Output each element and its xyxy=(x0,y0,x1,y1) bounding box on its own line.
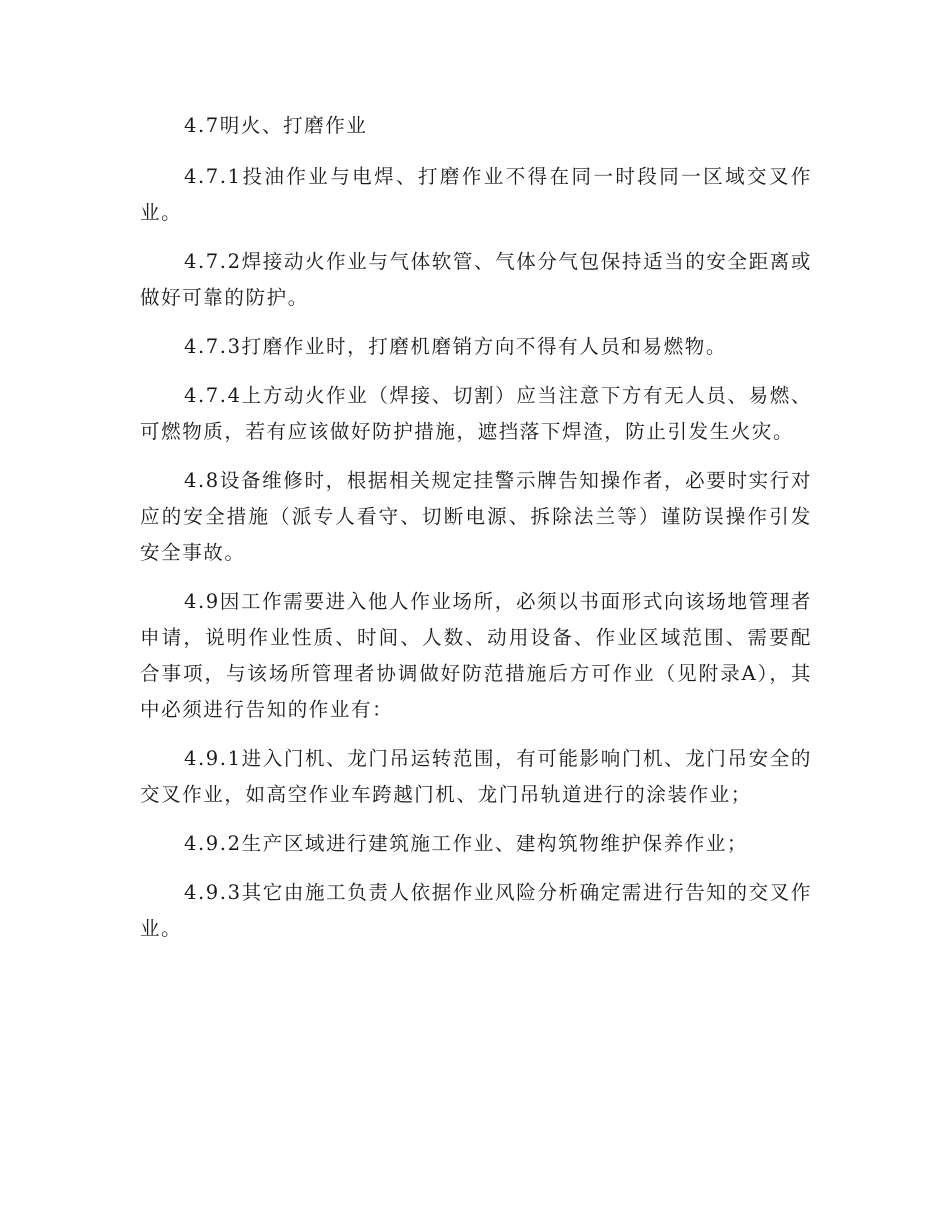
clause-4-9: 4.9因工作需要进入他人作业场所，必须以书面形式向该场地管理者申请，说明作业性质、时间、人数、动用设备、作业区域范围、需要配合事项，与该场所管理者协调做好防范措施后方可作业（见附录A），其中必须进行告知的作业有： xyxy=(140,590,812,721)
clause-4-9-3: 4.9.3其它由施工负责人依据作业风险分析确定需进行告知的交叉作业。 xyxy=(140,881,812,940)
clause-4-7-1: 4.7.1投油作业与电焊、打磨作业不得在同一时段同一区域交叉作业。 xyxy=(140,165,812,224)
clause-4-9-1: 4.9.1进入门机、龙门吊运转范围，有可能影响门机、龙门吊安全的交叉作业，如高空作业车跨越门机、龙门吊轨道进行的涂装作业； xyxy=(140,747,812,806)
clause-4-7-3: 4.7.3打磨作业时，打磨机磨销方向不得有人员和易燃物。 xyxy=(184,335,727,358)
clause-4-7-4: 4.7.4上方动火作业（焊接、切割）应当注意下方有无人员、易燃、可燃物质，若有应该做好防护措施，遮挡落下焊渣，防止引发生火灾。 xyxy=(140,384,812,443)
clause-4-8: 4.8设备维修时，根据相关规定挂警示牌告知操作者，必要时实行对应的安全措施（派专人看守、切断电源、拆除法兰等）谨防误操作引发安全事故。 xyxy=(140,469,812,564)
clause-4-9-2: 4.9.2生产区域进行建筑施工作业、建构筑物维护保养作业； xyxy=(184,832,749,855)
section-heading-4-7: 4.7明火、打磨作业 xyxy=(184,114,368,137)
document-body xyxy=(140,108,812,960)
clause-4-7-2: 4.7.2焊接动火作业与气体软管、气体分气包保持适当的安全距离或做好可靠的防护。 xyxy=(140,250,812,309)
